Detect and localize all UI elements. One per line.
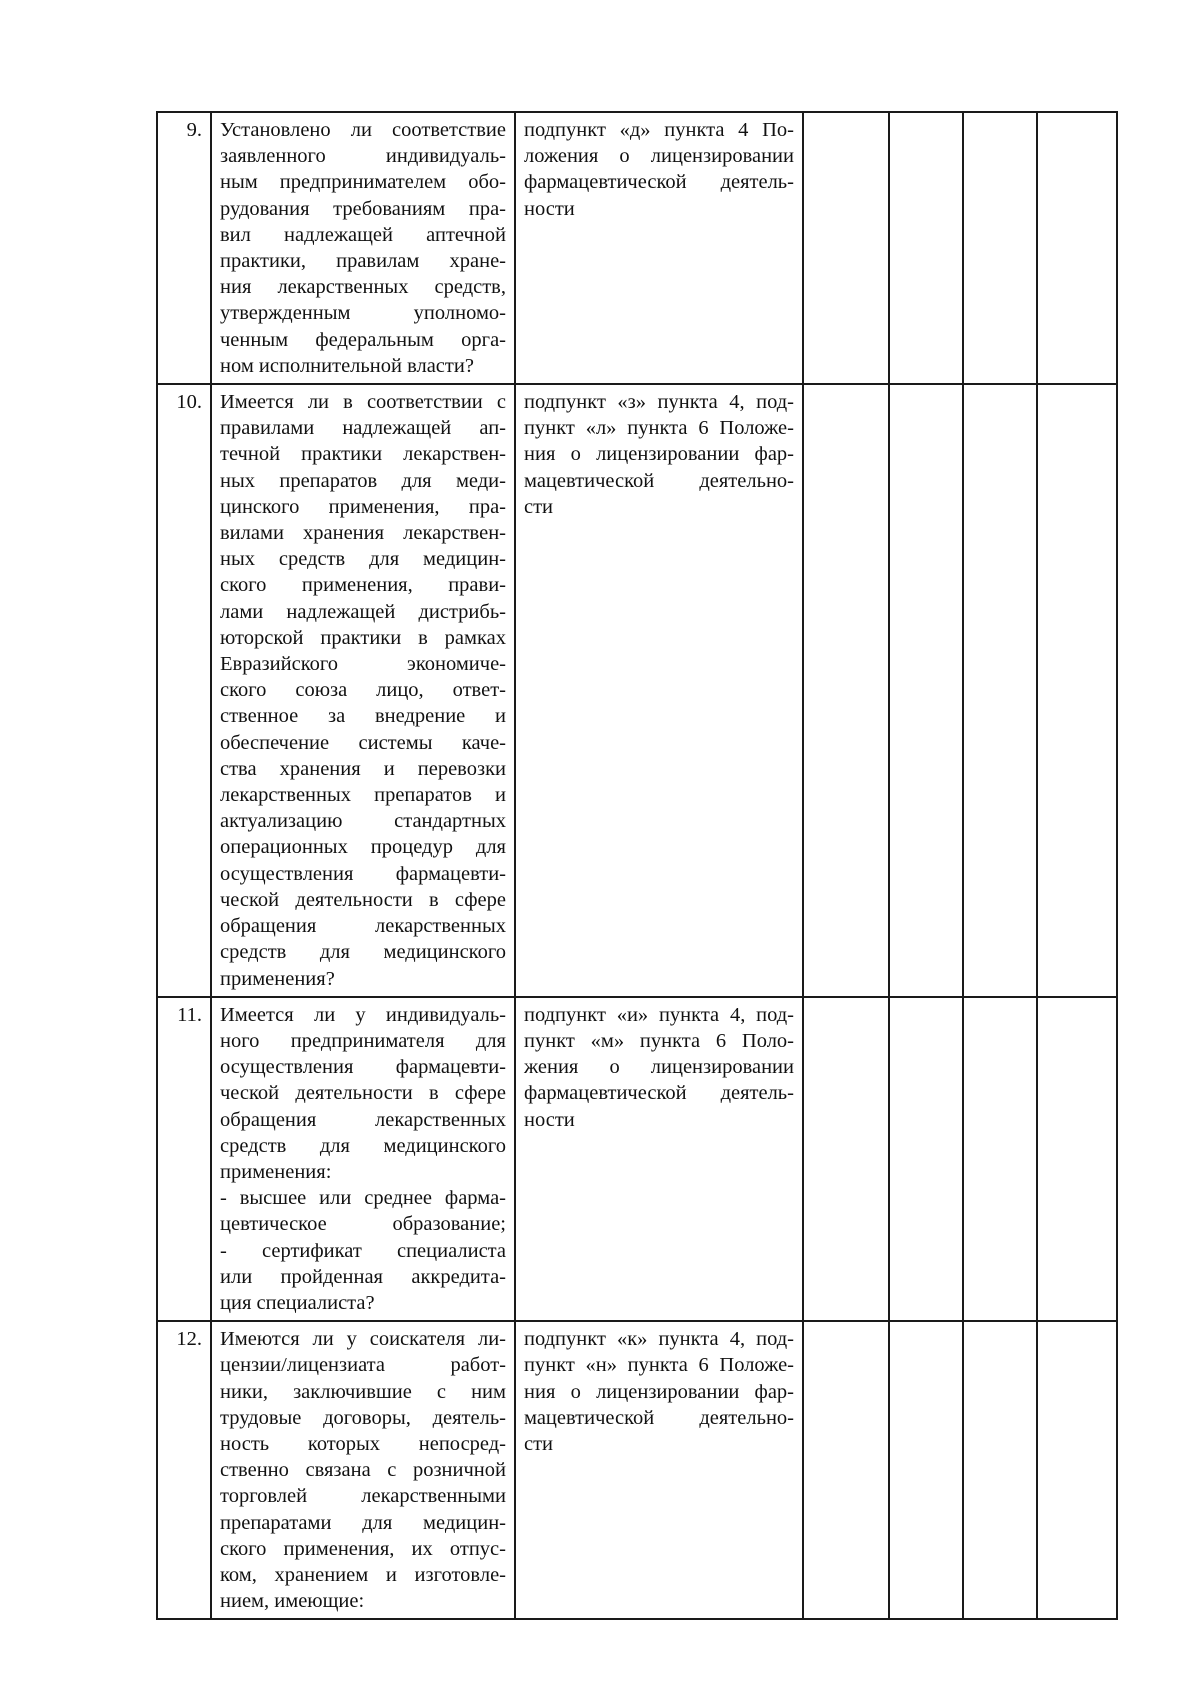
checklist-table — [156, 111, 1118, 1620]
reference-cell — [515, 112, 803, 384]
question-line: правилами надлежащей ап- — [220, 417, 506, 440]
reference-line: пункт «н» пункта 6 Положе- — [524, 1354, 794, 1377]
question-line: применения: — [220, 1160, 332, 1183]
reference-line: фармацевтической деятель- — [524, 171, 794, 194]
question-line: ческой деятельности в сфере — [220, 1082, 506, 1105]
question-line: средств для медицинского — [220, 941, 506, 964]
question-line: операционных процедур для — [220, 836, 506, 859]
question-line: ном исполнительной власти? — [220, 354, 474, 377]
question-line: заявленного индивидуаль- — [220, 145, 506, 168]
question-line: рудования требованиям пра- — [220, 197, 506, 220]
question-line: осуществления фармацевти- — [220, 862, 506, 885]
reference-line: ложения о лицензировании — [524, 145, 794, 168]
question-line: обеспечение системы каче- — [220, 731, 506, 754]
row-number: 9. — [157, 112, 211, 384]
question-cell — [211, 112, 515, 384]
question-line: актуализацию стандартных — [220, 810, 506, 833]
question-line: Имеется ли у индивидуаль- — [220, 1003, 506, 1026]
answer-na-cell[interactable] — [963, 1321, 1037, 1619]
question-line: практики, правилам хране- — [220, 250, 506, 273]
comment-cell[interactable] — [1037, 384, 1117, 997]
answer-yes-cell[interactable] — [803, 384, 889, 997]
question-cell — [211, 384, 515, 997]
answer-no-cell[interactable] — [889, 997, 963, 1321]
answer-na-cell[interactable] — [963, 384, 1037, 997]
question-line: лами надлежащей дистрибь- — [220, 600, 506, 623]
reference-line: подпункт «к» пункта 4, под- — [524, 1328, 794, 1351]
question-line: ственное за внедрение и — [220, 705, 506, 728]
question-line: ным предпринимателем обо- — [220, 171, 506, 194]
question-line: ного предпринимателя для — [220, 1029, 506, 1052]
question-line: утвержденным уполномо- — [220, 302, 506, 325]
comment-cell[interactable] — [1037, 112, 1117, 384]
answer-no-cell[interactable] — [889, 1321, 963, 1619]
question-line: ность которых непосред- — [220, 1432, 506, 1455]
question-line: течной практики лекарствен- — [220, 443, 506, 466]
reference-cell — [515, 384, 803, 997]
question-line: ского применения, их отпус- — [220, 1537, 506, 1560]
question-line: ского применения, прави- — [220, 574, 506, 597]
question-line: ники, заключившие с ним — [220, 1380, 506, 1403]
checklist-body — [157, 112, 1117, 1619]
question-line: нием, имеющие: — [220, 1590, 365, 1613]
question-line: ных препаратов для меди- — [220, 469, 506, 492]
question-line: торговлей лекарственными — [220, 1485, 506, 1508]
question-line: ния лекарственных средств, — [220, 276, 506, 299]
row-number: 12. — [157, 1321, 211, 1619]
question-line: ства хранения и перевозки — [220, 757, 506, 780]
question-line: или пройденная аккредита- — [220, 1265, 506, 1288]
reference-line: мацевтической деятельно- — [524, 1406, 794, 1429]
question-line: цевтическое образование; — [220, 1213, 506, 1236]
reference-line: сти — [524, 1432, 554, 1455]
answer-no-cell[interactable] — [889, 384, 963, 997]
reference-line: ния о лицензировании фар- — [524, 443, 794, 466]
table-row — [157, 1321, 1117, 1619]
question-line: обращения лекарственных — [220, 1108, 506, 1131]
question-line: ком, хранением и изготовле- — [220, 1563, 506, 1586]
table-row — [157, 112, 1117, 384]
question-line: цензии/лицензиата работ- — [220, 1354, 506, 1377]
reference-line: ности — [524, 197, 575, 220]
comment-cell[interactable] — [1037, 997, 1117, 1321]
question-line: ческой деятельности в сфере — [220, 888, 506, 911]
question-line: применения? — [220, 967, 335, 990]
row-number: 11. — [157, 997, 211, 1321]
table-row — [157, 997, 1117, 1321]
reference-line: подпункт «д» пункта 4 По- — [524, 119, 794, 141]
question-line: юторской практики в рамках — [220, 626, 506, 649]
question-line: лекарственных препаратов и — [220, 784, 506, 807]
reference-line: сти — [524, 495, 554, 518]
question-line: ственно связана с розничной — [220, 1459, 506, 1482]
reference-line: пункт «м» пункта 6 Поло- — [524, 1029, 794, 1052]
answer-yes-cell[interactable] — [803, 112, 889, 384]
question-line: Установлено ли соответствие — [220, 119, 506, 141]
question-line: препаратами для медицин- — [220, 1511, 506, 1534]
answer-no-cell[interactable] — [889, 112, 963, 384]
question-line: осуществления фармацевти- — [220, 1056, 506, 1079]
question-line: ского союза лицо, ответ- — [220, 679, 506, 702]
reference-line: мацевтической деятельно- — [524, 469, 794, 492]
question-line: трудовые договоры, деятель- — [220, 1406, 506, 1429]
question-line: Имеются ли у соискателя ли- — [220, 1328, 506, 1351]
question-line: ция специалиста? — [220, 1291, 375, 1314]
reference-line: пункт «л» пункта 6 Положе- — [524, 417, 794, 440]
question-line: - высшее или среднее фарма- — [220, 1187, 506, 1210]
table-row — [157, 384, 1117, 997]
reference-line: фармацевтической деятель- — [524, 1082, 794, 1105]
question-line: цинского применения, пра- — [220, 495, 506, 518]
reference-line: подпункт «з» пункта 4, под- — [524, 391, 794, 414]
question-line: - сертификат специалиста — [220, 1239, 506, 1262]
question-cell — [211, 1321, 515, 1619]
reference-line: жения о лицензировании — [524, 1056, 794, 1079]
answer-na-cell[interactable] — [963, 112, 1037, 384]
question-line: ченным федеральным орга- — [220, 328, 506, 351]
reference-line: подпункт «и» пункта 4, под- — [524, 1003, 794, 1026]
question-line: вилами хранения лекарствен- — [220, 522, 506, 545]
reference-line: ности — [524, 1108, 575, 1131]
comment-cell[interactable] — [1037, 1321, 1117, 1619]
question-line: обращения лекарственных — [220, 915, 506, 938]
answer-yes-cell[interactable] — [803, 997, 889, 1321]
reference-cell — [515, 997, 803, 1321]
reference-cell — [515, 1321, 803, 1619]
question-line: средств для медицинского — [220, 1134, 506, 1157]
question-cell — [211, 997, 515, 1321]
question-line: вил надлежащей аптечной — [220, 223, 506, 246]
question-line: Имеется ли в соответствии с — [220, 391, 506, 414]
question-line: Евразийского экономиче- — [220, 653, 506, 676]
answer-na-cell[interactable] — [963, 997, 1037, 1321]
reference-line: ния о лицензировании фар- — [524, 1380, 794, 1403]
row-number: 10. — [157, 384, 211, 997]
answer-yes-cell[interactable] — [803, 1321, 889, 1619]
question-line: ных средств для медицин- — [220, 548, 506, 571]
